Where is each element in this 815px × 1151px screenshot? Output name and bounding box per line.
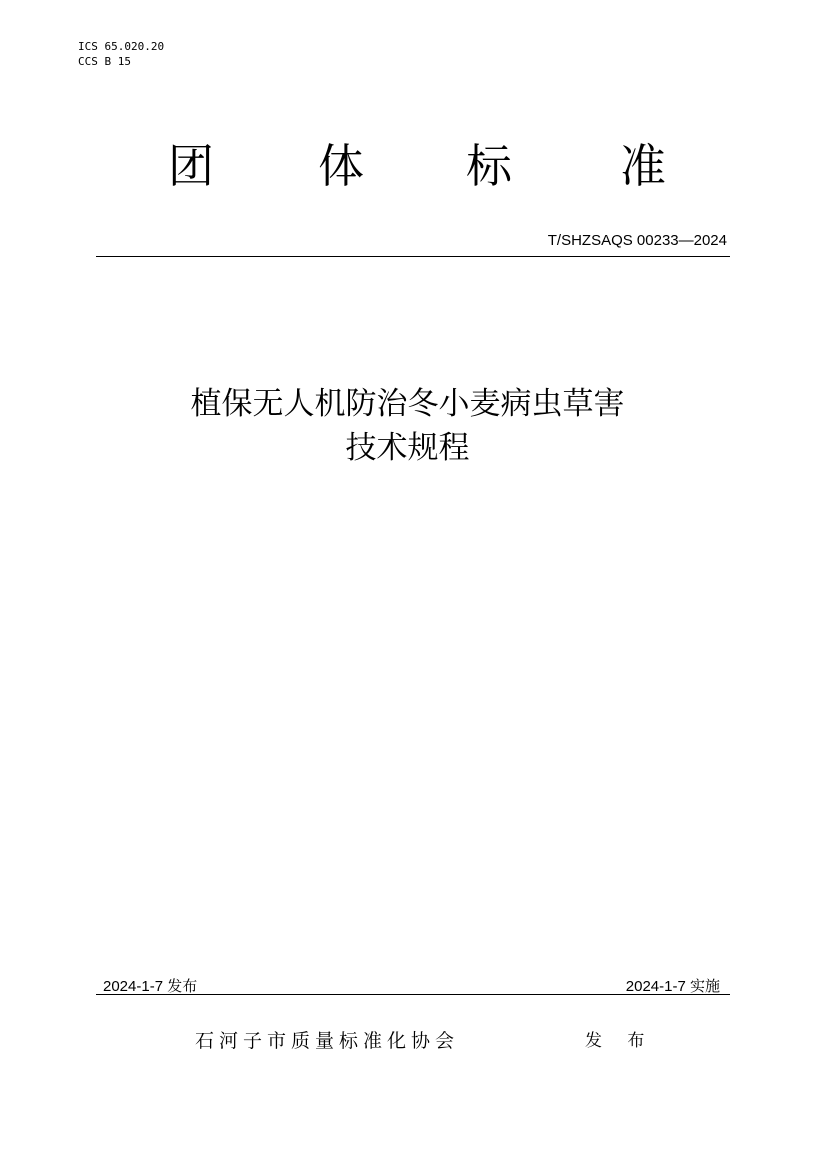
issue-date: 2024-1-7 发布: [103, 978, 198, 995]
footer-rule: [96, 994, 730, 995]
issuing-organization: 石河子市质量标准化协会: [195, 1030, 460, 1052]
document-title-line-1: 植保无人机防治冬小麦病虫草害: [190, 386, 625, 422]
issue-label: 发 布: [585, 1031, 655, 1051]
category-char-1: 团: [168, 139, 214, 193]
standard-number: T/SHZSAQS 00233—2024: [547, 232, 727, 249]
implement-date: 2024-1-7 实施: [625, 978, 720, 995]
category-char-2: 体: [318, 139, 364, 193]
header-rule: [96, 256, 730, 257]
category-char-4: 准: [620, 139, 666, 193]
ccs-code: CCS B 15: [78, 55, 131, 68]
category-char-3: 标: [466, 139, 512, 193]
classification-codes: [78, 39, 164, 69]
document-title-line-2: 技术规程: [345, 430, 470, 466]
ics-code: ICS 65.020.20: [78, 40, 165, 53]
